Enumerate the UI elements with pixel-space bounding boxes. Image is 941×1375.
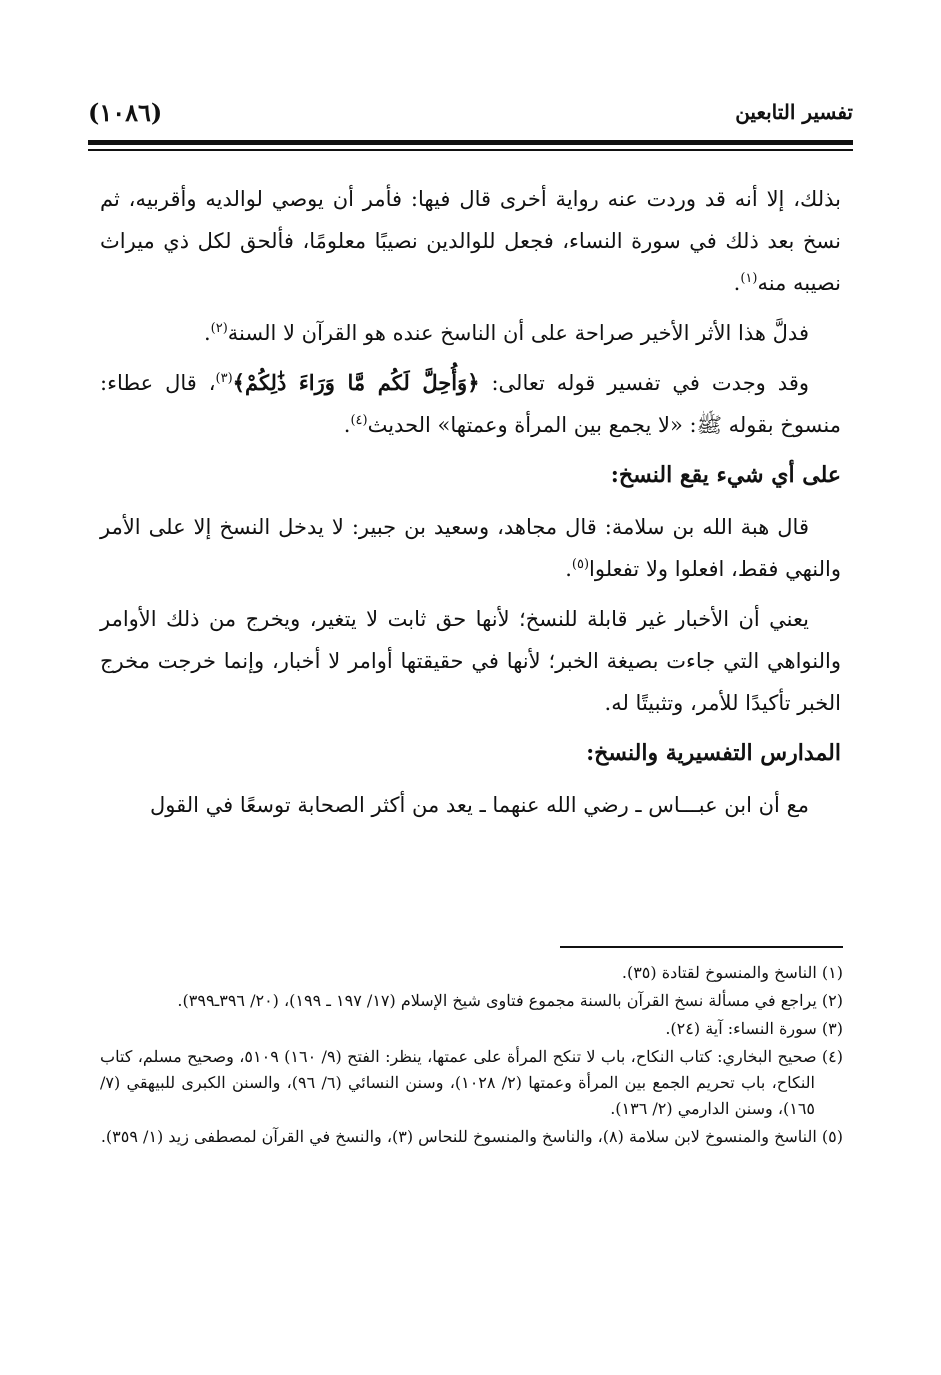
paragraph-text: بذلك، إلا أنه قد وردت عنه رواية أخرى قال فيها: فأمر أن يوصي لوالديه وأقربيه، ثم نسخ بعد ذلك في سورة النساء، فجعل للوالدين نصيبًا معلومًا، فألحق لكل ذي ميراث نصيبه منه — [100, 187, 841, 295]
punctuation: . — [203, 321, 211, 345]
page-header — [88, 92, 853, 132]
footnote: (٥) الناسخ والمنسوخ لابن سلامة (٨)، والناسخ والمنسوخ للنحاس (٣)، والنسخ في القرآن لمصطفى زيد (١/ ٣٥٩). — [100, 1127, 843, 1146]
running-title: تفسير التابعين — [735, 100, 853, 124]
footnote-ref: (٤) — [350, 413, 368, 428]
footnotes — [100, 960, 843, 1152]
paragraph-text: وقد وجدت في تفسير قوله تعالى: — [479, 371, 809, 395]
footnote-separator — [560, 946, 843, 948]
paragraph — [100, 506, 841, 590]
paragraph: مع أن ابن عبـــاس ـ رضي الله عنهما ـ يعد من أكثر الصحابة توسعًا في القول — [150, 793, 809, 817]
footnote-ref: (٥) — [571, 557, 590, 572]
footnote-ref: (١) — [740, 271, 758, 286]
header-rule-thin — [88, 149, 853, 151]
footnote: (٣) سورة النساء: آية (٢٤). — [665, 1019, 843, 1038]
footnote-ref: (٣) — [215, 371, 233, 386]
punctuation: . — [565, 557, 572, 581]
paragraph — [100, 312, 841, 354]
paragraph-text: قال هبة الله بن سلامة: قال مجاهد، وسعيد بن جبير: لا يدخل النسخ إلا على الأمر والنهي فقط، افعلوا ولا تفعلوا — [100, 515, 841, 581]
paragraph-text: ، قال عطاء: منسوخ بقوله ﷺ: «لا يجمع بين المرأة وعمتها» الحديث — [100, 371, 841, 437]
paragraph — [100, 178, 841, 304]
header-rule-thick — [88, 140, 853, 145]
paragraph-text: فدلَّ هذا الأثر الأخير صراحة على أن الناسخ عنده هو القرآن لا السنة — [227, 321, 809, 345]
page-number: (١٠٨٦) — [88, 97, 163, 127]
section-heading: على أي شيء يقع النسخ: — [610, 462, 841, 488]
main-text — [100, 178, 841, 834]
paragraph — [100, 362, 841, 446]
quran-verse: ﴿وَأُحِلَّ لَكُم مَّا وَرَاءَ ذَٰلِكُمْ﴾ — [232, 370, 480, 395]
footnote: (١) الناسخ والمنسوخ لقتادة (٣٥). — [621, 963, 843, 982]
punctuation: . — [733, 271, 741, 295]
paragraph: يعني أن الأخبار غير قابلة للنسخ؛ لأنها حق ثابت لا يتغير، ويخرج من ذلك الأوامر والنواهي التي جاءت بصيغة الخبر؛ لأنها في حقيقتها أوامر لا أخبار، وإنما خرجت مخرج الخبر تأكيدًا للأمر، وتثبيتًا له. — [100, 607, 841, 715]
footnote: (٤) صحيح البخاري: كتاب النكاح، باب لا تنكح المرأة على عمتها، ينظر: الفتح (٩/ ١٦٠) ٥١٠٩، وصحيح مسلم، كتاب النكاح، باب تحريم الجمع بين المرأة وعمتها (٢/ ١٠٢٨)، وسنن النسائي (٦/ ٩٦)، والسنن الكبرى للبيهقي (٧/ ١٦٥)، وسنن الدارمي (٢/ ١٣٦). — [100, 1047, 844, 1118]
punctuation: . — [343, 413, 351, 437]
footnote-ref: (٢) — [210, 321, 228, 336]
footnote: (٢) يراجع في مسألة نسخ القرآن بالسنة مجموع فتاوى شيخ الإسلام (١٧/ ١٩٧ ـ ١٩٩)، (٢٠/ ٣٩٦ـ٣٩٩). — [177, 991, 843, 1010]
section-heading: المدارس التفسيرية والنسخ: — [586, 740, 841, 766]
